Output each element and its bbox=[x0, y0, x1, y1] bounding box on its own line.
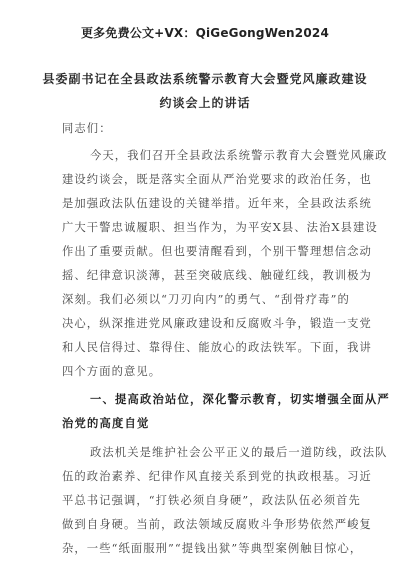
paragraph-line: 政法机关是维护社会公平正义的最后一道防线，政法队 bbox=[90, 446, 388, 459]
paragraph-line: 深刻。我们必须以“刀刃向内”的勇气、“刮骨疗毒”的 bbox=[62, 293, 350, 306]
paragraph-line: 广大干警忠诚履职、担当作为，为平安X县、法治X县建设 bbox=[62, 221, 378, 234]
section-heading-line: 一、提高政治站位，深化警示教育，切实增强全面从严 bbox=[90, 393, 390, 406]
paragraph-line: 四个方面的意见。 bbox=[62, 365, 162, 378]
salutation: 同志们： bbox=[62, 122, 112, 135]
paragraph-line: 摇、纪律意识淡薄，甚至突破底线、触碰红线，教训极为 bbox=[62, 269, 372, 282]
paragraph-line: 和人民信得过、靠得住、能放心的政法铁军。下面，我讲 bbox=[62, 341, 372, 354]
paragraph-line: 做到自身硬。当前，政法领域反腐败斗争形势依然严峻复 bbox=[62, 518, 372, 531]
section-heading-line: 治党的高度自觉 bbox=[62, 417, 150, 430]
paragraph-line: 作出了重要贡献。但也要清醒看到，个别干警理想信念动 bbox=[62, 245, 372, 258]
document-title-line-1: 县委副书记在全县政法系统警示教育大会暨党风廉政建设 bbox=[42, 72, 368, 86]
promo-banner: 更多免费公文+VX：QiGeGongWen2024 bbox=[80, 26, 329, 40]
paragraph-line: 伍的政治素养、纪律作风直接关系到党的执政根基。习近 bbox=[62, 470, 372, 483]
paragraph-line: 决心，纵深推进党风廉政建设和反腐败斗争，锻造一支党 bbox=[62, 317, 372, 330]
document-title-line-2: 约谈会上的讲话 bbox=[159, 96, 251, 110]
paragraph-line: 是加强政法队伍建设的关键举措。近年来，全县政法系统 bbox=[62, 197, 372, 210]
paragraph-line: 杂，一些“纸面服刑”“提钱出狱”等典型案例触目惊心， bbox=[62, 542, 363, 555]
paragraph-line: 今天，我们召开全县政法系统警示教育大会暨党风廉政 bbox=[90, 149, 388, 162]
paragraph-line: 建设约谈会，既是落实全面从严治党要求的政治任务，也 bbox=[62, 173, 372, 186]
paragraph-line: 平总书记强调，“打铁必须自身硬”，政法队伍必须首先 bbox=[62, 494, 361, 507]
